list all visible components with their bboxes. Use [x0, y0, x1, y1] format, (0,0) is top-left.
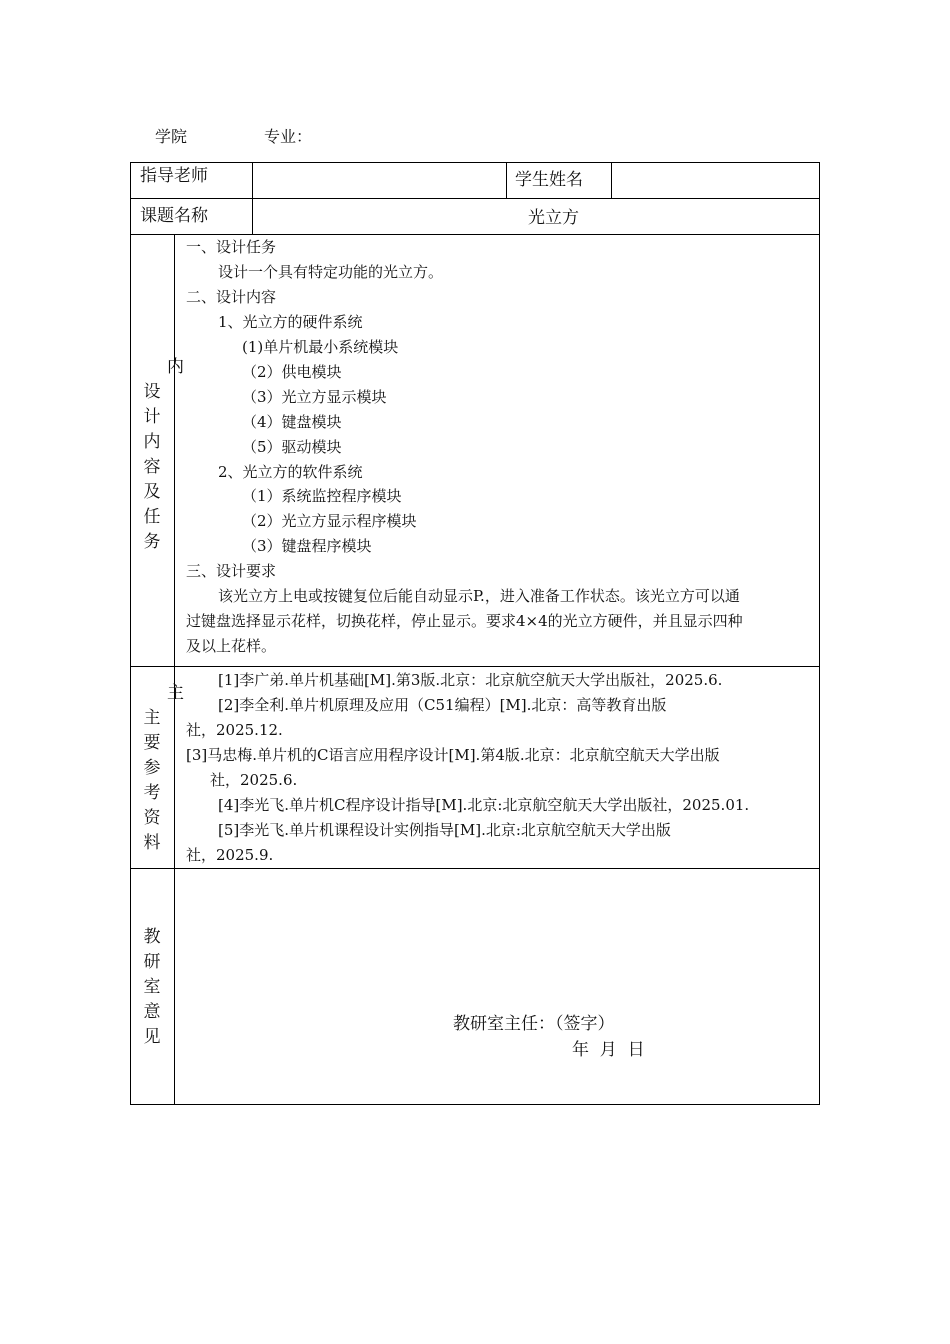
subsection-heading: 2、光立方的软件系统 [218, 463, 363, 481]
side-char: 考 [143, 783, 161, 803]
advisor-label: 指导老师 [140, 166, 208, 186]
reference-item-continued: 社，2025.9. [186, 846, 274, 864]
table-border-left [130, 162, 131, 1105]
side-char: 主 [143, 708, 161, 728]
side-char: 要 [143, 733, 161, 753]
side-char: 教 [143, 927, 161, 947]
side-char: 料 [143, 833, 161, 853]
requirement-text: 过键盘选择显示花样，切换花样，停止显示。要求4×4的光立方硬件，并且显示四种 [186, 612, 743, 630]
college-label: 学院 [155, 127, 188, 146]
side-char: 参 [143, 758, 161, 778]
requirement-text: 及以上花样。 [186, 637, 277, 655]
list-item: （2）光立方显示程序模块 [242, 512, 417, 530]
topic-label: 课题名称 [140, 206, 208, 226]
table-border-bottom [130, 1104, 820, 1105]
reference-item: [2]李全利.单片机原理及应用（C51编程）[M].北京：高等教育出版 [218, 696, 667, 714]
section-heading: 一、设计任务 [186, 238, 277, 256]
side-char: 室 [143, 977, 161, 997]
opinion-side-label [142, 925, 162, 1050]
section-heading: 二、设计内容 [186, 288, 277, 306]
side-char: 容 [143, 457, 161, 477]
requirement-text: 该光立方上电或按键复位后能自动显示P.，进入准备工作状态。该光立方可以通 [218, 587, 740, 605]
side-char: 设 [143, 382, 161, 402]
side-char: 见 [143, 1027, 161, 1047]
row-divider-1 [130, 198, 820, 199]
table-border-top [130, 162, 820, 163]
design-task-text: 设计一个具有特定功能的光立方。 [218, 263, 444, 281]
side-char: 任 [143, 507, 161, 527]
side-char: 计 [143, 407, 161, 427]
reference-item: [4]李光飞.单片机C程序设计指导[M].北京:北京航空航天大学出版社，2025.01. [218, 796, 750, 814]
row-divider-4 [130, 868, 820, 869]
list-item: （3）光立方显示模块 [242, 388, 387, 406]
design-stray-char: 内 [167, 357, 184, 377]
date-label: 年 月 日 [572, 1040, 645, 1060]
references-stray-char: 主 [167, 683, 184, 703]
side-char: 研 [143, 952, 161, 972]
col-divider-label [252, 162, 253, 235]
reference-item: [5]李光飞.单片机课程设计实例指导[M].北京:北京航空航天大学出版 [218, 821, 671, 839]
col-divider-student-value [611, 162, 612, 199]
director-signature-label: 教研室主任：（签字） [453, 1014, 615, 1034]
row-divider-3 [130, 666, 820, 667]
table-border-right [819, 162, 820, 1105]
list-item: （4）键盘模块 [242, 413, 342, 431]
list-item: （3）键盘程序模块 [242, 537, 372, 555]
references-side-label [142, 706, 162, 856]
subsection-heading: 1、光立方的硬件系统 [218, 313, 363, 331]
reference-item-continued: 社，2025.12. [186, 721, 283, 739]
side-char: 内 [143, 432, 161, 452]
list-item: （5）驱动模块 [242, 438, 342, 456]
reference-item: [1]李广弟.单片机基础[M].第3版.北京：北京航空航天大学出版社，2025.6. [218, 671, 723, 689]
student-name-label: 学生姓名 [515, 170, 583, 190]
row-divider-2 [130, 234, 820, 235]
list-item: (1)单片机最小系统模块 [242, 338, 399, 356]
reference-item-continued: 社，2025.6. [210, 771, 298, 789]
major-label: 专业： [264, 127, 313, 146]
design-side-label [142, 380, 162, 555]
side-char: 意 [143, 1002, 161, 1022]
side-char: 资 [143, 808, 161, 828]
section-heading: 三、设计要求 [186, 562, 277, 580]
side-char: 务 [143, 532, 161, 552]
reference-item: [3]马忠梅.单片机的C语言应用程序设计[M].第4版.北京：北京航空航天大学出版 [186, 746, 720, 764]
list-item: （2）供电模块 [242, 363, 342, 381]
col-divider-student [506, 162, 507, 199]
list-item: （1）系统监控程序模块 [242, 487, 402, 505]
topic-value: 光立方 [528, 208, 579, 228]
side-char: 及 [143, 482, 161, 502]
